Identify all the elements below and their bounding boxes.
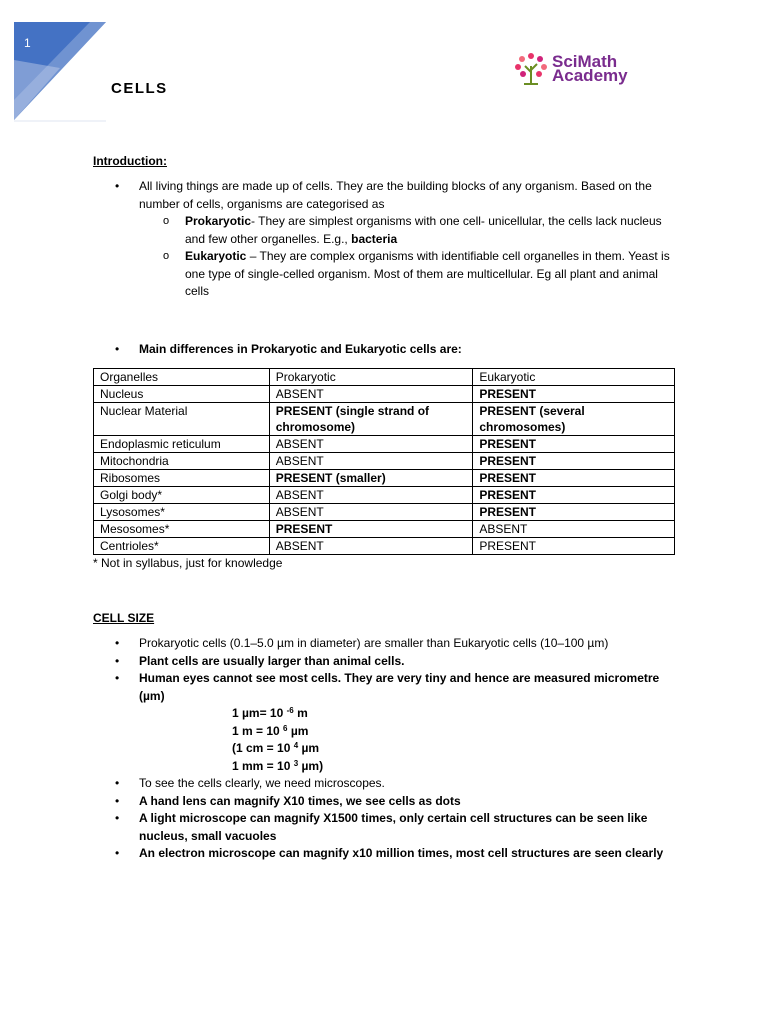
table-cell: Nucleus	[94, 386, 270, 403]
comparison-table	[93, 368, 675, 555]
microscope-text: A hand lens can magnify X10 times, we see cells as dots	[139, 793, 461, 808]
cell-size-text: Human eyes cannot see most cells. They are very tiny and hence are measured micrometre (µm)	[139, 671, 660, 703]
microscope-text: An electron microscope can magnify x10 million times, most cell structures are seen clearly	[139, 846, 664, 860]
cell-size-list	[93, 635, 683, 705]
unit-exponent: 6	[283, 723, 288, 733]
unit-line	[232, 705, 683, 723]
list-item	[93, 810, 683, 845]
differences-text: Main differences in Prokaryotic and Eukaryotic cells are:	[139, 341, 462, 356]
unit-exponent: -6	[286, 706, 294, 715]
organism-types-list	[139, 213, 683, 301]
microscope-list	[93, 775, 683, 863]
logo-line1: SciMath	[552, 52, 618, 71]
list-item	[93, 178, 683, 301]
table-cell: PRESENT	[473, 538, 675, 555]
table-cell: PRESENT	[473, 470, 675, 487]
table-cell: ABSENT	[269, 436, 473, 453]
microscope-text: A light microscope can magnify X1500 times, only certain cell structures can be seen like nucleus, small vacuoles	[139, 811, 648, 843]
table-header-cell: Eukaryotic	[473, 369, 675, 386]
cell-size-text: Plant cells are usually larger than animal cells.	[139, 653, 405, 668]
table-footnote: * Not in syllabus, just for knowledge	[93, 556, 283, 570]
prokaryotic-text: - They are simplest organisms with one cell- unicellular, the cells lack nucleus and few other organelles. E.g.,	[185, 214, 662, 246]
table-row	[94, 487, 675, 504]
eukaryotic-label: Eukaryotic	[185, 249, 247, 263]
intro-heading: Introduction:	[93, 154, 167, 168]
unit-text: 1 mm = 10	[232, 758, 294, 773]
unit-conversions	[93, 705, 683, 775]
table-cell: PRESENT (smaller)	[269, 470, 473, 487]
table-cell: ABSENT	[269, 386, 473, 403]
prokaryotic-example: bacteria	[351, 231, 398, 246]
table-cell: Mesosomes*	[94, 521, 270, 538]
table-header-cell: Prokaryotic	[269, 369, 473, 386]
table-cell: PRESENT	[473, 453, 675, 470]
unit-text: (1 cm = 10	[232, 741, 294, 755]
intro-bullet-text: All living things are made up of cells. They are the building blocks of any organism. Based on the number of cells, organisms are categorised as	[139, 179, 652, 211]
table-cell: ABSENT	[269, 487, 473, 504]
intro-list	[93, 178, 683, 358]
microscope-text: To see the cells clearly, we need microscopes.	[139, 776, 385, 790]
table-row	[94, 403, 675, 436]
table-row	[94, 470, 675, 487]
tree-logo-icon	[514, 52, 548, 86]
table-header-cell: Organelles	[94, 369, 270, 386]
page-title: CELLS	[111, 80, 168, 97]
corner-decoration	[0, 0, 110, 125]
table-row	[94, 538, 675, 555]
list-item	[93, 793, 683, 811]
unit-text: m	[293, 706, 308, 720]
unit-exponent: 3	[293, 758, 299, 768]
unit-exponent: 4	[293, 741, 299, 750]
table-cell: PRESENT (single strand of chromosome)	[269, 403, 473, 436]
unit-line	[232, 723, 683, 741]
table-cell: Centrioles*	[94, 538, 270, 555]
table-cell: ABSENT	[269, 453, 473, 470]
table-cell: PRESENT	[269, 521, 473, 538]
unit-text: µm)	[298, 758, 324, 773]
eukaryotic-text: – They are complex organisms with identifiable cell organelles in them. Yeast is one type of single-celled organism. Most of them are multicellular. Eg all plant and animal cells	[185, 249, 670, 298]
page-number: 1	[24, 36, 31, 50]
table-cell: Golgi body*	[94, 487, 270, 504]
list-item	[93, 635, 683, 653]
table-cell: PRESENT	[473, 504, 675, 521]
unit-line	[232, 740, 683, 758]
table-row	[94, 436, 675, 453]
table-cell: ABSENT	[473, 521, 675, 538]
list-item	[93, 341, 683, 359]
table-header-row	[94, 369, 675, 386]
table-cell: Ribosomes	[94, 470, 270, 487]
list-item	[93, 775, 683, 793]
unit-text: µm	[298, 741, 320, 755]
table-cell: PRESENT	[473, 487, 675, 504]
table-cell: PRESENT	[473, 386, 675, 403]
table-cell: Mitochondria	[94, 453, 270, 470]
table-cell: PRESENT	[473, 436, 675, 453]
table-cell: Nuclear Material	[94, 403, 270, 436]
logo-line2: Academy	[552, 66, 628, 85]
list-item	[139, 213, 683, 248]
table-cell: ABSENT	[269, 538, 473, 555]
list-item	[93, 670, 683, 705]
prokaryotic-label: Prokaryotic	[185, 214, 252, 228]
unit-text: 1 m = 10	[232, 723, 284, 738]
list-item	[93, 653, 683, 671]
cell-size-heading: CELL SIZE	[93, 611, 155, 625]
cell-size-text: Prokaryotic cells (0.1–5.0 µm in diameter) are smaller than Eukaryotic cells (10–100 µm)	[139, 636, 609, 650]
unit-text: µm	[287, 723, 309, 738]
table-cell: PRESENT (several chromosomes)	[473, 403, 675, 436]
table-row	[94, 521, 675, 538]
table-row	[94, 453, 675, 470]
table-row	[94, 386, 675, 403]
list-item	[93, 845, 683, 863]
table-cell: Endoplasmic reticulum	[94, 436, 270, 453]
unit-line	[232, 758, 683, 776]
table-cell: ABSENT	[269, 504, 473, 521]
scimath-logo	[514, 50, 660, 88]
document-body	[93, 150, 683, 863]
unit-text: 1 µm= 10	[232, 706, 287, 720]
table-row	[94, 504, 675, 521]
table-cell: Lysosomes*	[94, 504, 270, 521]
list-item	[139, 248, 683, 301]
